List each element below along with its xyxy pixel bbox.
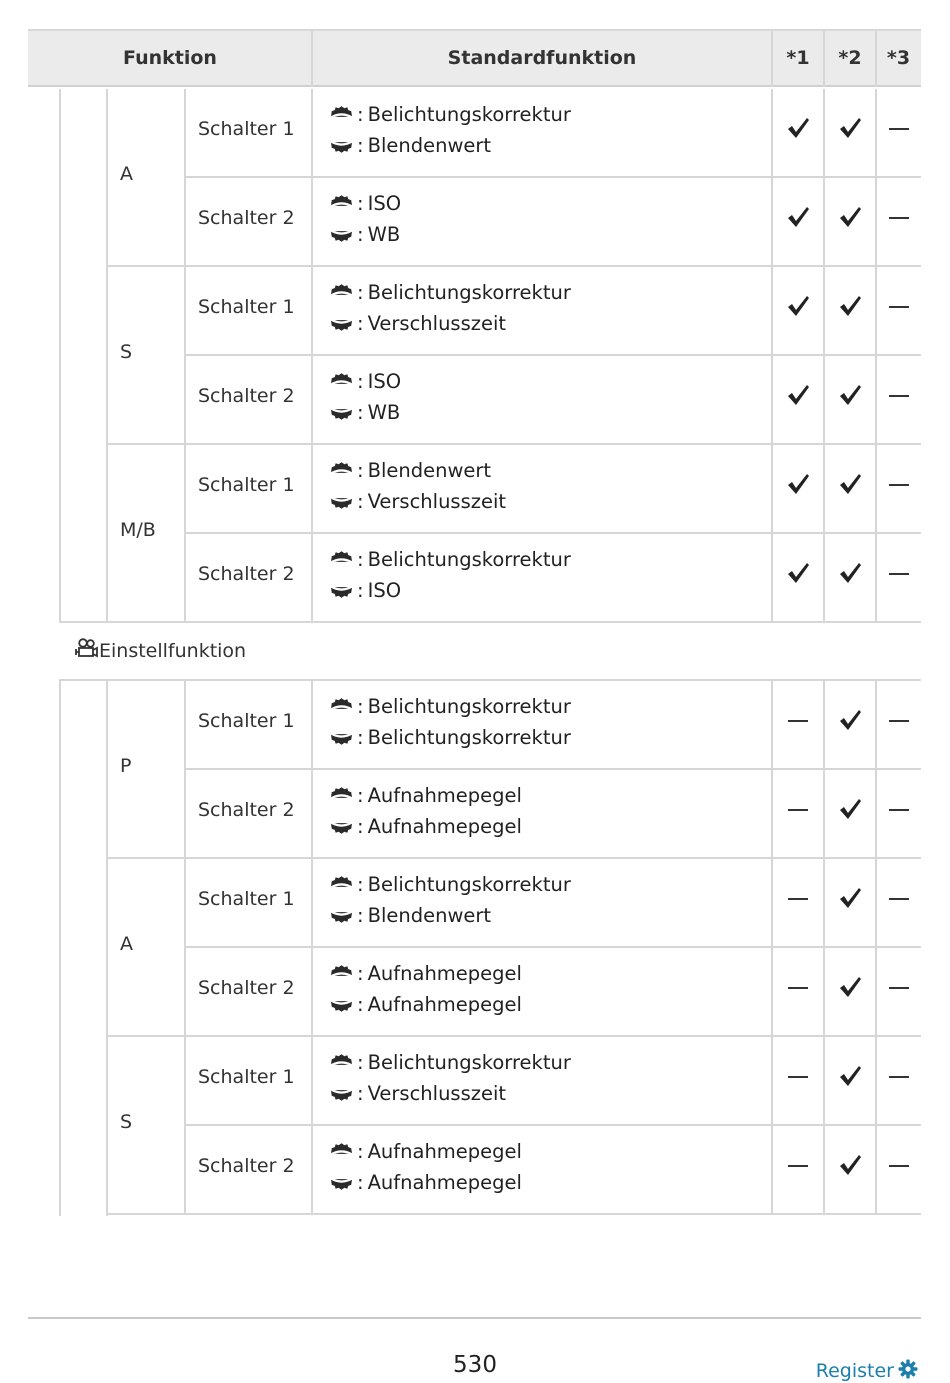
grid-line [311, 948, 313, 1037]
front-dial-label: Aufnahmepegel [367, 784, 522, 807]
grid-line [311, 445, 313, 534]
front-dial-icon [327, 283, 356, 301]
mode-label: S [120, 1111, 133, 1133]
section-movie [75, 637, 246, 665]
gear-icon[interactable] [898, 1359, 918, 1379]
rear-dial-label: Verschlusszeit [367, 490, 507, 513]
page-number: 530 [453, 1352, 497, 1378]
front-dial-function [327, 277, 571, 308]
front-dial-icon [327, 105, 356, 123]
note1-check-icon [783, 384, 813, 408]
grid-line [771, 948, 773, 1037]
grid-line [184, 89, 186, 178]
colon: : [357, 1051, 364, 1074]
colon: : [357, 312, 364, 335]
front-dial-function [327, 544, 571, 575]
grid-line [184, 445, 186, 534]
rear-dial-function [327, 1167, 522, 1198]
note1-check-icon [783, 206, 813, 230]
grid-line [106, 1035, 921, 1037]
note3-dash [884, 709, 914, 733]
grid-line [771, 445, 773, 534]
front-dial-function [327, 869, 571, 900]
rear-dial-label: Aufnahmepegel [367, 993, 522, 1016]
grid-line [311, 267, 313, 356]
grid-line [106, 857, 921, 859]
mode-label: A [120, 933, 133, 955]
grid-line [875, 356, 877, 445]
header-divider [771, 31, 773, 87]
grid-line [106, 621, 921, 623]
front-dial-label: Belichtungskorrektur [367, 548, 571, 571]
grid-line [823, 1037, 825, 1126]
front-dial-icon [327, 697, 356, 715]
note2-check-icon [835, 295, 865, 319]
note2-check-icon [835, 1154, 865, 1178]
grid-line [823, 681, 825, 770]
rear-dial-label: Verschlusszeit [367, 1082, 507, 1105]
rear-dial-label: ISO [367, 579, 402, 602]
header-note-1: *1 [786, 47, 810, 69]
header-note-2: *2 [838, 47, 862, 69]
grid-line [823, 948, 825, 1037]
note2-check-icon [835, 709, 865, 733]
front-dial-function [327, 691, 571, 722]
note3-dash [884, 976, 914, 1000]
grid-line [184, 768, 921, 770]
grid-line [311, 859, 313, 948]
colon: : [357, 904, 364, 927]
rear-dial-label: Aufnahmepegel [367, 815, 522, 838]
front-dial-icon [327, 964, 356, 982]
grid-line [771, 681, 773, 770]
note1-dash [783, 1065, 813, 1089]
rear-dial-function [327, 811, 522, 842]
grid-line [875, 445, 877, 534]
front-dial-icon [327, 550, 356, 568]
header-divider [823, 31, 825, 87]
rear-dial-label: WB [367, 401, 401, 424]
rear-dial-icon [327, 817, 356, 835]
note3-dash [884, 117, 914, 141]
grid-line [875, 948, 877, 1037]
grid-line [875, 1037, 877, 1126]
note3-dash [884, 1065, 914, 1089]
note3-dash [884, 1154, 914, 1178]
colon: : [357, 548, 364, 571]
grid-line [771, 534, 773, 623]
rear-dial-label: Blendenwert [367, 904, 492, 927]
rear-dial-icon [327, 492, 356, 510]
rear-dial-function [327, 1078, 506, 1109]
register-label[interactable]: Register [815, 1360, 894, 1382]
rear-dial-icon [327, 403, 356, 421]
grid-line [771, 859, 773, 948]
front-dial-label: Aufnahmepegel [367, 1140, 522, 1163]
colon: : [357, 962, 364, 985]
grid-line [875, 859, 877, 948]
note1-dash [783, 887, 813, 911]
grid-line [311, 770, 313, 859]
note1-check-icon [783, 295, 813, 319]
rear-dial-icon [327, 995, 356, 1013]
note2-check-icon [835, 798, 865, 822]
rear-dial-function [327, 486, 506, 517]
mode-label: P [120, 755, 132, 777]
rear-dial-icon [327, 581, 356, 599]
rear-dial-icon [327, 728, 356, 746]
note2-check-icon [835, 473, 865, 497]
front-dial-icon [327, 461, 356, 479]
rear-dial-icon [327, 1084, 356, 1102]
section-movie-label: Einstellfunktion [99, 640, 247, 662]
note3-dash [884, 562, 914, 586]
grid-line [59, 681, 61, 1216]
grid-line [311, 356, 313, 445]
note3-dash [884, 295, 914, 319]
grid-line [771, 1037, 773, 1126]
grid-line [823, 267, 825, 356]
grid-line [184, 178, 186, 267]
header-funktion: Funktion [123, 47, 217, 69]
switch-label: Schalter 2 [198, 563, 295, 585]
grid-line [184, 176, 921, 178]
colon: : [357, 401, 364, 424]
grid-line [184, 356, 186, 445]
front-dial-icon [327, 1053, 356, 1071]
note2-check-icon [835, 1065, 865, 1089]
grid-line [823, 770, 825, 859]
grid-line [771, 770, 773, 859]
colon: : [357, 192, 364, 215]
rear-dial-label: Aufnahmepegel [367, 1171, 522, 1194]
header-divider [875, 31, 877, 87]
rear-dial-function [327, 989, 522, 1020]
grid-line [875, 267, 877, 356]
colon: : [357, 1140, 364, 1163]
grid-line [823, 859, 825, 948]
grid-line [771, 267, 773, 356]
front-dial-function [327, 780, 522, 811]
grid-line [771, 356, 773, 445]
grid-line [184, 1037, 186, 1126]
note3-dash [884, 384, 914, 408]
rear-dial-function [327, 722, 571, 753]
colon: : [357, 726, 364, 749]
rear-dial-function [327, 575, 401, 606]
switch-label: Schalter 2 [198, 977, 295, 999]
colon: : [357, 1082, 364, 1105]
grid-line [59, 89, 61, 622]
register-link[interactable] [816, 1359, 918, 1382]
front-dial-function [327, 188, 401, 219]
switch-label: Schalter 1 [198, 474, 295, 496]
front-dial-icon [327, 372, 356, 390]
switch-label: Schalter 1 [198, 888, 295, 910]
header-standardfunktion: Standardfunktion [447, 47, 637, 69]
grid-line [875, 534, 877, 623]
note2-check-icon [835, 384, 865, 408]
grid-line [771, 89, 773, 178]
grid-line [823, 445, 825, 534]
rear-dial-function [327, 397, 400, 428]
rear-dial-label: Verschlusszeit [367, 312, 507, 335]
note1-dash [783, 798, 813, 822]
grid-line [106, 265, 921, 267]
note2-check-icon [835, 206, 865, 230]
grid-line [875, 89, 877, 178]
grid-line [184, 948, 186, 1037]
grid-line [106, 443, 921, 445]
header-note-3: *3 [886, 47, 911, 69]
movie-camera-icon [75, 638, 99, 660]
rear-dial-icon [327, 1173, 356, 1191]
grid-line [823, 356, 825, 445]
rear-dial-icon [327, 314, 356, 332]
front-dial-function [327, 366, 401, 397]
colon: : [357, 784, 364, 807]
front-dial-function [327, 1047, 571, 1078]
grid-line [823, 178, 825, 267]
switch-label: Schalter 2 [198, 385, 295, 407]
grid-line [771, 178, 773, 267]
front-dial-label: Belichtungskorrektur [367, 281, 571, 304]
grid-line [184, 946, 921, 948]
rear-dial-label: Blendenwert [367, 134, 492, 157]
grid-line [311, 178, 313, 267]
colon: : [357, 815, 364, 838]
front-dial-label: Aufnahmepegel [367, 962, 522, 985]
grid-line [59, 679, 921, 681]
grid-line [823, 1126, 825, 1215]
front-dial-label: Belichtungskorrektur [367, 873, 571, 896]
grid-line [106, 1213, 921, 1215]
front-dial-icon [327, 875, 356, 893]
note3-dash [884, 206, 914, 230]
grid-line [184, 534, 186, 623]
switch-label: Schalter 1 [198, 118, 295, 140]
mode-label: A [120, 163, 133, 185]
grid-line [184, 1124, 921, 1126]
colon: : [357, 459, 364, 482]
mode-label: S [120, 341, 133, 363]
grid-line [184, 267, 186, 356]
switch-label: Schalter 1 [198, 296, 295, 318]
colon: : [357, 1171, 364, 1194]
rear-dial-function [327, 130, 491, 161]
note1-dash [783, 1154, 813, 1178]
front-dial-function [327, 1136, 522, 1167]
note2-check-icon [835, 117, 865, 141]
rear-dial-icon [327, 225, 356, 243]
header-divider [311, 31, 313, 87]
front-dial-label: Blendenwert [367, 459, 492, 482]
grid-line [184, 1126, 186, 1215]
grid-line [311, 1037, 313, 1126]
switch-label: Schalter 2 [198, 207, 295, 229]
grid-line [311, 534, 313, 623]
switch-label: Schalter 2 [198, 799, 295, 821]
colon: : [357, 873, 364, 896]
rear-dial-icon [327, 906, 356, 924]
rear-dial-function [327, 308, 506, 339]
rear-dial-label: Belichtungskorrektur [367, 726, 571, 749]
note2-check-icon [835, 976, 865, 1000]
colon: : [357, 281, 364, 304]
note2-check-icon [835, 887, 865, 911]
switch-label: Schalter 1 [198, 1066, 295, 1088]
front-dial-function [327, 455, 491, 486]
colon: : [357, 993, 364, 1016]
grid-line [875, 1126, 877, 1215]
grid-line [184, 532, 921, 534]
note1-check-icon [783, 117, 813, 141]
note3-dash [884, 798, 914, 822]
note1-dash [783, 709, 813, 733]
table-header [28, 29, 921, 87]
front-dial-label: ISO [367, 370, 402, 393]
colon: : [357, 134, 364, 157]
grid-line [875, 681, 877, 770]
grid-line [106, 681, 108, 1216]
colon: : [357, 695, 364, 718]
mode-label: M/B [120, 519, 156, 541]
note2-check-icon [835, 562, 865, 586]
rear-dial-function [327, 900, 491, 931]
grid-line [184, 681, 186, 770]
rear-dial-icon [327, 136, 356, 154]
grid-line [184, 770, 186, 859]
front-dial-icon [327, 1142, 356, 1160]
front-dial-function [327, 958, 522, 989]
colon: : [357, 490, 364, 513]
grid-line [311, 89, 313, 178]
front-dial-function [327, 99, 571, 130]
rear-dial-function [327, 219, 400, 250]
front-dial-label: Belichtungskorrektur [367, 695, 571, 718]
rear-dial-label: WB [367, 223, 401, 246]
grid-line [875, 770, 877, 859]
grid-line [771, 1126, 773, 1215]
note1-dash [783, 976, 813, 1000]
grid-line [823, 534, 825, 623]
front-dial-label: Belichtungskorrektur [367, 1051, 571, 1074]
note1-check-icon [783, 473, 813, 497]
colon: : [357, 579, 364, 602]
note3-dash [884, 887, 914, 911]
colon: : [357, 223, 364, 246]
front-dial-label: Belichtungskorrektur [367, 103, 571, 126]
switch-label: Schalter 2 [198, 1155, 295, 1177]
note3-dash [884, 473, 914, 497]
colon: : [357, 370, 364, 393]
grid-line [823, 89, 825, 178]
grid-line [184, 354, 921, 356]
footer-divider [28, 1317, 921, 1319]
note1-check-icon [783, 562, 813, 586]
grid-line [875, 178, 877, 267]
colon: : [357, 103, 364, 126]
front-dial-icon [327, 786, 356, 804]
grid-line [311, 1126, 313, 1215]
switch-label: Schalter 1 [198, 710, 295, 732]
grid-line [184, 859, 186, 948]
front-dial-icon [327, 194, 356, 212]
grid-line [311, 681, 313, 770]
front-dial-label: ISO [367, 192, 402, 215]
grid-line [106, 89, 108, 622]
